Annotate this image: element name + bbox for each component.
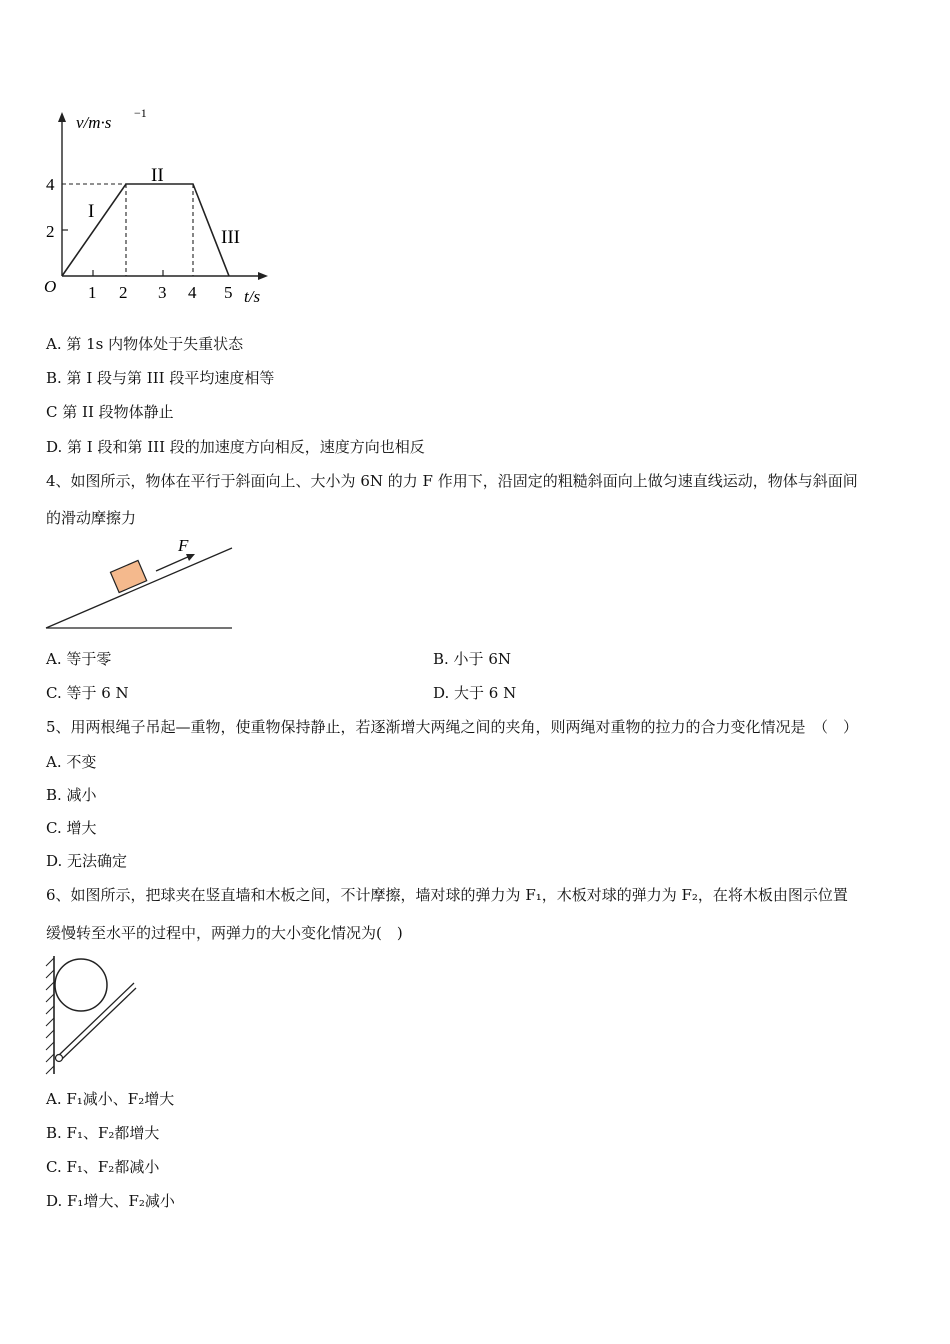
q4-option-b[interactable]: B. 小于 6N: [433, 650, 511, 668]
q4-option-a[interactable]: A. 等于零: [46, 650, 112, 668]
x-tick-label: 3: [158, 283, 167, 302]
q3-option-a[interactable]: A. 第 1s 内物体处于失重状态: [46, 335, 244, 353]
q6-stem-continued: 缓慢转至水平的过程中，两弹力的大小变化情况为( ): [46, 924, 403, 942]
ball: [55, 959, 107, 1011]
q6-option-b[interactable]: B. F₁、F₂都增大: [46, 1124, 160, 1142]
y-tick-label: 2: [46, 222, 55, 241]
q5-option-b[interactable]: B. 减小: [46, 786, 97, 804]
q4-stem: 4、如图所示，物体在平行于斜面向上、大小为 6N 的力 F 作用下，沿固定的粗糙斜面向上做匀速直线运动，物体与斜面间: [46, 472, 858, 490]
x-tick-label: 1: [88, 283, 97, 302]
segment-label: I: [88, 201, 95, 222]
q3-option-b[interactable]: B. 第 I 段与第 III 段平均速度相等: [46, 369, 275, 387]
ball-wall-board-figure: [42, 954, 138, 1078]
y-axis-arrow-icon: [58, 112, 66, 122]
q4-option-c[interactable]: C. 等于 6 N: [46, 684, 129, 702]
q5-option-a[interactable]: A. 不变: [46, 753, 97, 771]
q5-option-c[interactable]: C. 增大: [46, 819, 97, 837]
q3-option-c[interactable]: C 第 II 段物体静止: [46, 403, 174, 421]
q6-option-c[interactable]: C. F₁、F₂都减小: [46, 1158, 160, 1176]
origin-label: O: [44, 277, 57, 296]
q5-stem: 5、用两根绳子吊起—重物，使重物保持静止，若逐渐增大两绳之间的夹角，则两绳对重物的拉力的合力变化情况是 （ ）: [46, 718, 859, 736]
force-label: F: [178, 536, 189, 555]
q6-option-a[interactable]: A. F₁减小、F₂增大: [46, 1090, 175, 1108]
x-axis-arrow-icon: [258, 272, 268, 280]
y-tick-label: 4: [46, 175, 55, 194]
wall-hatching: [46, 958, 54, 1074]
y-axis-exponent: −1: [134, 106, 147, 120]
q5-option-d[interactable]: D. 无法确定: [46, 852, 128, 870]
q3-option-d[interactable]: D. 第 I 段和第 III 段的加速度方向相反，速度方向也相反: [46, 438, 425, 456]
q6-stem: 6、如图所示，把球夹在竖直墙和木板之间，不计摩擦，墙对球的弹力为 F₁，木板对球的弹力为 F₂，在将木板由图示位置: [46, 886, 848, 904]
segment-label: III: [221, 227, 240, 248]
q4-option-d[interactable]: D. 大于 6 N: [433, 684, 517, 702]
velocity-time-graph: [40, 100, 280, 310]
q6-option-d[interactable]: D. F₁增大、F₂减小: [46, 1192, 175, 1210]
velocity-curve: [62, 184, 229, 276]
hinge: [56, 1055, 63, 1062]
x-axis-label: t/s: [244, 287, 261, 306]
incline-surface: [46, 548, 232, 628]
incline-figure: [40, 534, 240, 634]
y-axis-label: v/m·s: [76, 113, 112, 132]
q4-stem-continued: 的滑动摩擦力: [46, 509, 137, 527]
segment-label: II: [151, 165, 164, 186]
x-tick-label: 2: [119, 283, 128, 302]
x-tick-label: 5: [224, 283, 233, 302]
x-tick-label: 4: [188, 283, 197, 302]
